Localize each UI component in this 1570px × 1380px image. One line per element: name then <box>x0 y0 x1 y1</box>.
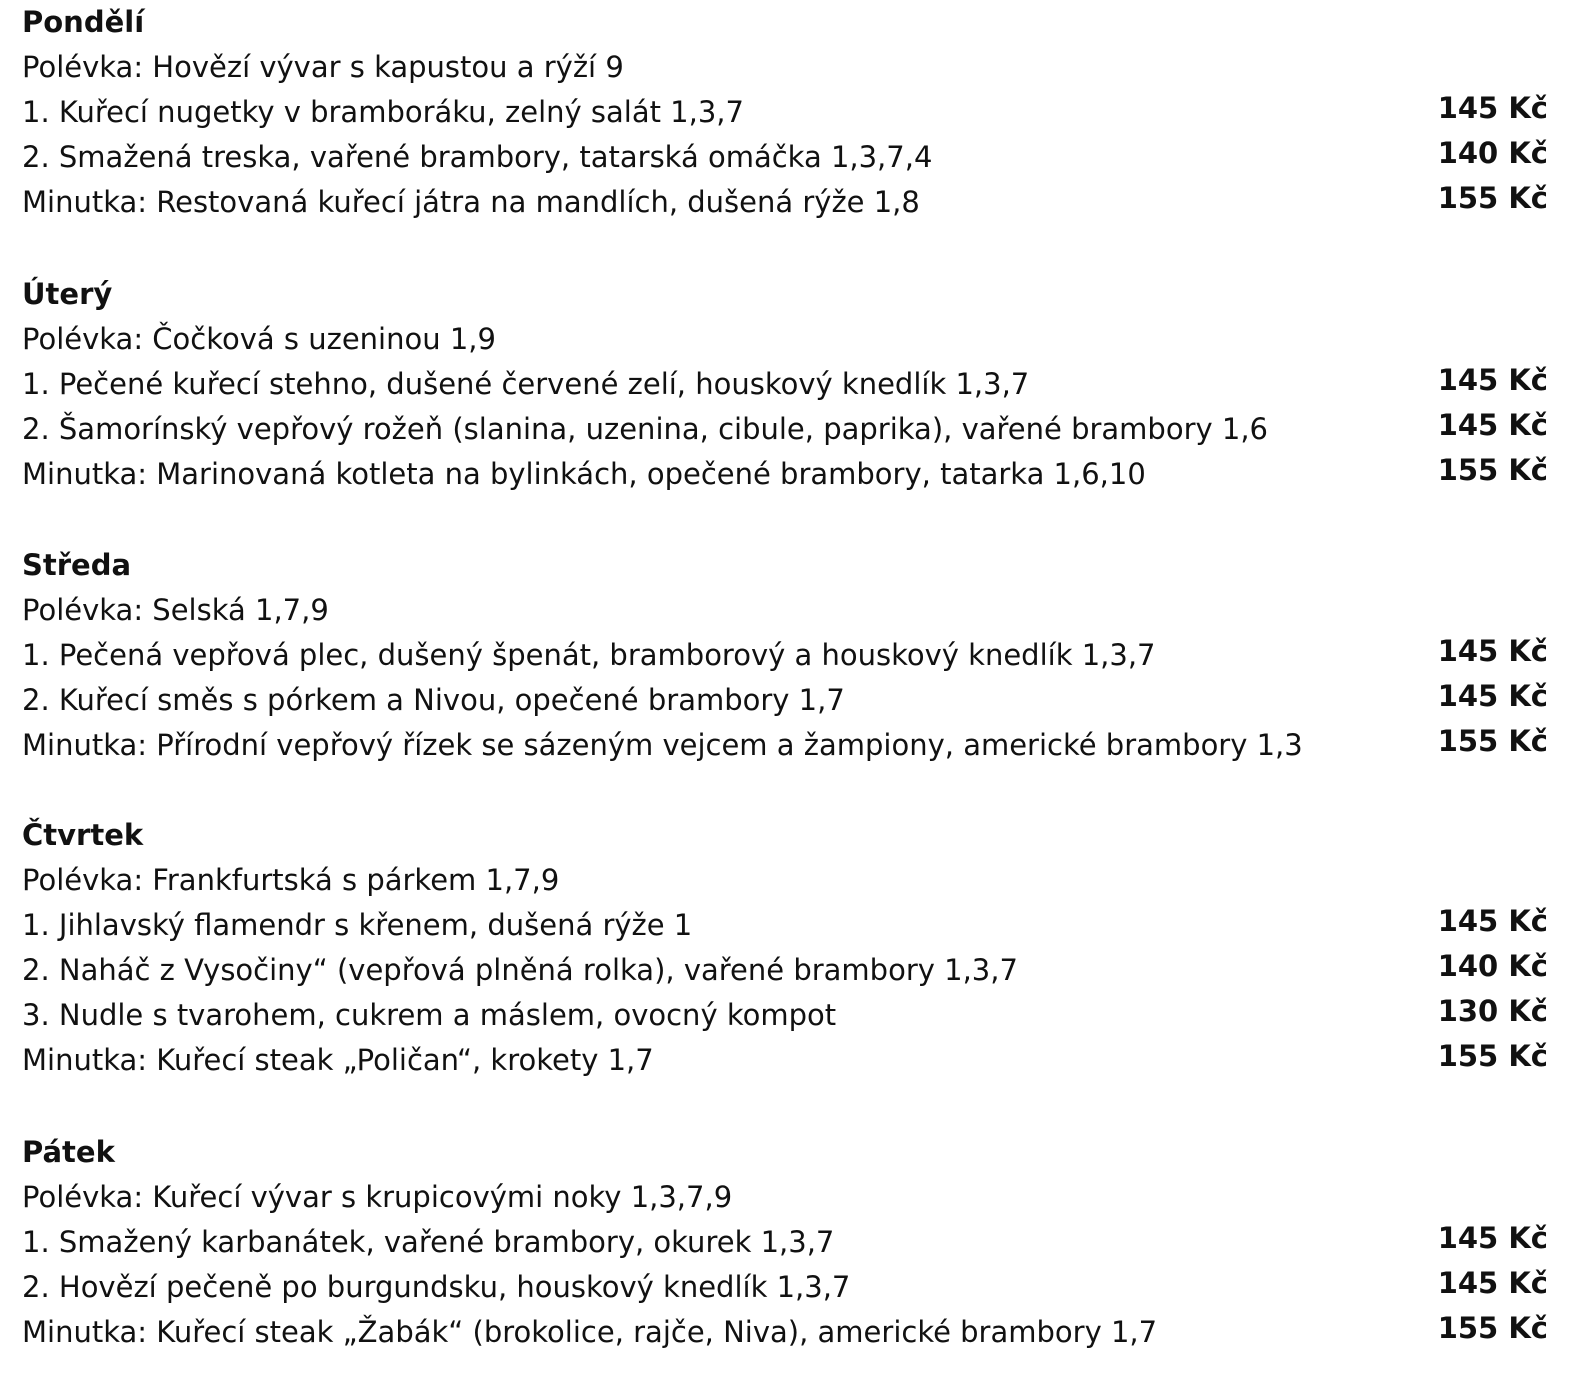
menu-item-price: 155 Kč <box>1437 724 1548 758</box>
menu-item-price: 145 Kč <box>1437 904 1548 938</box>
menu-item-row <box>22 452 1548 497</box>
day-section-tuesday <box>22 272 1548 497</box>
day-section-monday <box>22 0 1548 225</box>
menu-item-text: 1. Jihlavský flamendr s křenem, dušená rýže 1 <box>22 908 693 942</box>
menu-item-text: 3. Nudle s tvarohem, cukrem a máslem, ovocný kompot <box>22 998 837 1032</box>
menu-item-row <box>22 903 1548 948</box>
day-title: Čtvrtek <box>22 818 144 852</box>
soup-row <box>22 588 1548 633</box>
menu-item-row <box>22 678 1548 723</box>
menu-item-price: 145 Kč <box>1437 634 1548 668</box>
day-section-friday <box>22 1130 1548 1355</box>
menu-item-price: 145 Kč <box>1437 1266 1548 1300</box>
menu-item-price: 145 Kč <box>1437 679 1548 713</box>
menu-item-row <box>22 993 1548 1038</box>
soup-row <box>22 858 1548 903</box>
menu-item-text: 2. Kuřecí směs s pórkem a Nivou, opečené brambory 1,7 <box>22 683 845 717</box>
day-section-wednesday <box>22 543 1548 768</box>
soup-text: Polévka: Kuřecí vývar s krupicovými noky 1,3,7,9 <box>22 1180 733 1214</box>
menu-item-text: 1. Kuřecí nugetky v bramboráku, zelný salát 1,3,7 <box>22 95 744 129</box>
menu-item-row <box>22 948 1548 993</box>
menu-item-text: 2. Naháč z Vysočiny“ (vepřová plněná rolka), vařené brambory 1,3,7 <box>22 953 1018 987</box>
menu-item-price: 145 Kč <box>1437 91 1548 125</box>
menu-item-row <box>22 1038 1548 1083</box>
soup-text: Polévka: Frankfurtská s párkem 1,7,9 <box>22 863 560 897</box>
soup-row <box>22 317 1548 362</box>
menu-item-row <box>22 407 1548 452</box>
soup-text: Polévka: Selská 1,7,9 <box>22 593 329 627</box>
menu-item-price: 130 Kč <box>1437 994 1548 1028</box>
menu-item-row <box>22 633 1548 678</box>
menu-item-text: 2. Šamorínský vepřový rožeň (slanina, uzenina, cibule, paprika), vařené brambory 1,6 <box>22 412 1269 446</box>
menu-item-price: 155 Kč <box>1437 453 1548 487</box>
menu-item-row <box>22 1310 1548 1355</box>
menu-item-price: 145 Kč <box>1437 408 1548 442</box>
menu-item-row <box>22 1265 1548 1310</box>
menu-item-text: Minutka: Přírodní vepřový řízek se sázeným vejcem a žampiony, americké brambory 1,3 <box>22 728 1303 762</box>
menu-item-row <box>22 135 1548 180</box>
menu-item-text: 1. Smažený karbanátek, vařené brambory, okurek 1,3,7 <box>22 1225 835 1259</box>
menu-item-price: 155 Kč <box>1437 181 1548 215</box>
menu-item-row <box>22 723 1548 768</box>
day-title: Středa <box>22 548 132 582</box>
day-title: Úterý <box>22 277 113 311</box>
menu-item-row <box>22 180 1548 225</box>
menu-item-text: 2. Smažená treska, vařené brambory, tatarská omáčka 1,3,7,4 <box>22 140 933 174</box>
menu-item-text: 2. Hovězí pečeně po burgundsku, houskový knedlík 1,3,7 <box>22 1270 851 1304</box>
menu-item-price: 145 Kč <box>1437 1221 1548 1255</box>
day-title: Pondělí <box>22 5 145 39</box>
menu-item-text: Minutka: Kuřecí steak „Žabák“ (brokolice, rajče, Niva), americké brambory 1,7 <box>22 1315 1158 1349</box>
menu-item-text: Minutka: Marinovaná kotleta na bylinkách, opečené brambory, tatarka 1,6,10 <box>22 457 1146 491</box>
menu-item-text: Minutka: Restovaná kuřecí játra na mandlích, dušená rýže 1,8 <box>22 185 920 219</box>
menu-item-price: 155 Kč <box>1437 1039 1548 1073</box>
menu-item-row <box>22 90 1548 135</box>
menu-item-row <box>22 1220 1548 1265</box>
menu-item-text: Minutka: Kuřecí steak „Poličan“, krokety 1,7 <box>22 1043 654 1077</box>
menu-item-price: 145 Kč <box>1437 363 1548 397</box>
soup-row <box>22 1175 1548 1220</box>
menu-item-text: 1. Pečené kuřecí stehno, dušené červené zelí, houskový knedlík 1,3,7 <box>22 367 1030 401</box>
soup-text: Polévka: Hovězí vývar s kapustou a rýží 9 <box>22 50 624 84</box>
menu-item-price: 155 Kč <box>1437 1311 1548 1345</box>
menu-item-text: 1. Pečená vepřová plec, dušený špenát, bramborový a houskový knedlík 1,3,7 <box>22 638 1156 672</box>
menu-item-row <box>22 362 1548 407</box>
menu-item-price: 140 Kč <box>1437 949 1548 983</box>
soup-row <box>22 45 1548 90</box>
day-section-thursday <box>22 813 1548 1083</box>
soup-text: Polévka: Čočková s uzeninou 1,9 <box>22 322 496 356</box>
menu-item-price: 140 Kč <box>1437 136 1548 170</box>
day-title: Pátek <box>22 1135 115 1169</box>
